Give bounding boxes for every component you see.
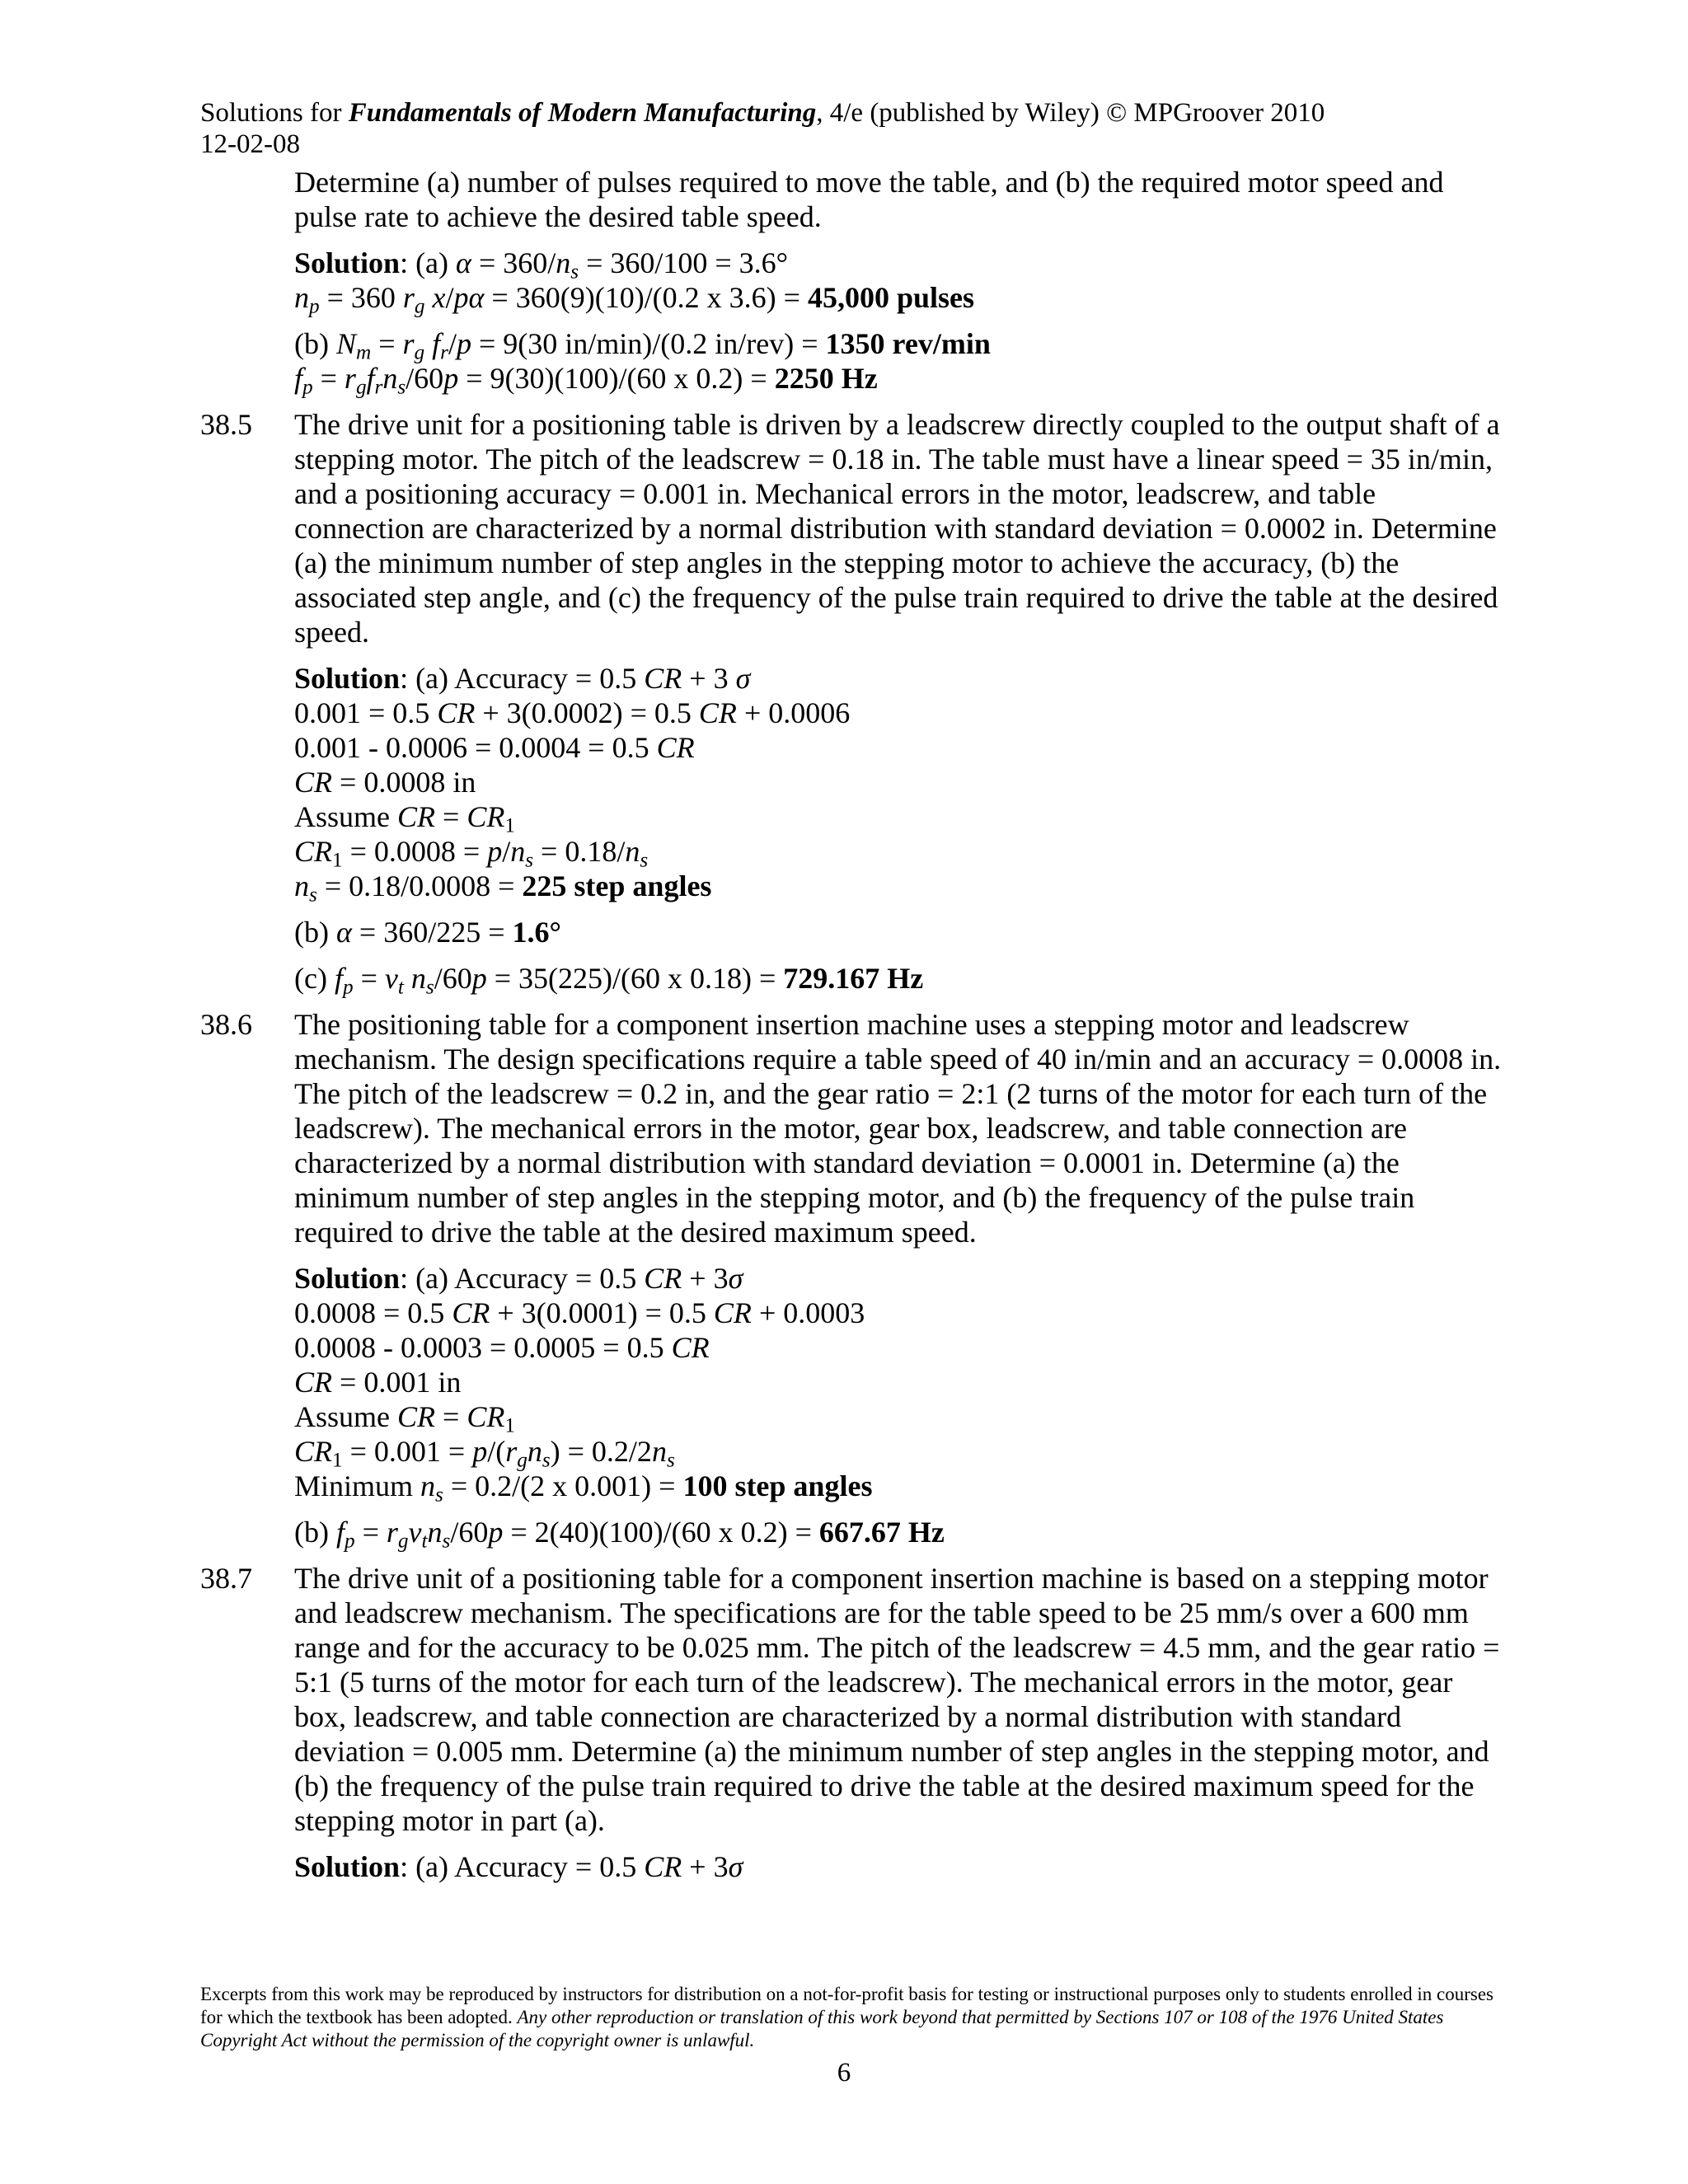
problem-38-6 bbox=[200, 1007, 1503, 1249]
solution-38-7: Solution: (a) Accuracy = 0.5 CR + 3σ bbox=[294, 1850, 743, 1883]
footer-text: Excerpts from this work may be reproduced by instructors for distribution on a not-for-profit basis for testing or instructional purposes only to students enrolled in courses for which the textbook has been adopted. bbox=[200, 1984, 1493, 2027]
problem-number: 38.5 bbox=[200, 408, 252, 441]
solution-38-6: Solution: (a) Accuracy = 0.5 CR + 3σ 0.0008 = 0.5 CR + 3(0.0001) = 0.5 CR + 0.0003 0.0008 - 0.0003 = 0.0005 = 0.5 CR CR = 0.001 in Assume CR = $CR_1$ $CR_1 = 0.001 = p/(r_gn_s) = 0.2/2n_s$ Minimum $n_s = 0.2/(2$ x 0.001) = 100 step angles (b) $f_p = r_gv_tn_s/60p = 2(40)(100)/(60$ x 0.2) = 667.67 Hz bbox=[294, 1262, 945, 1553]
answer-frequency: 667.67 Hz bbox=[818, 1516, 945, 1549]
header-date: 12-02-08 bbox=[200, 129, 300, 159]
answer-pulses: 45,000 pulses bbox=[807, 281, 975, 314]
problem-text: The drive unit of a positioning table for a component insertion machine is based on a stepping motor and leadscrew mechanism. The specifications are for the table speed to be 25 mm/s over a 600 mm range and for the accuracy to be 0.025 mm. The pitch of the leadscrew = 4.5 mm, and the gear ratio = 5:1 (5 turns of the motor for each turn of the leadscrew). The mechanical errors in the motor, gear box, leadscrew, and table connection are characterized by a normal distribution with standard deviation = 0.005 mm. Determine (a) the minimum number of step angles in the stepping motor, and (b) the frequency of the pulse train required to drive the table at the desired maximum speed for the stepping motor in part (a). bbox=[294, 1562, 1500, 1837]
intro-block bbox=[294, 165, 1503, 399]
problem-text: The positioning table for a component insertion machine uses a stepping motor and leadscrew mechanism. The design specifications require a table speed of 40 in/min and an accuracy = 0.0008 in. The pitch of the leadscrew = 0.2 in, and the gear ratio = 2:1 (2 turns of the motor for each turn of the leadscrew). The mechanical errors in the motor, gear box, leadscrew, and table connection are characterized by a normal distribution with standard deviation = 0.0001 in. Determine (a) the minimum number of step angles in the stepping motor, and (b) the frequency of the pulse train required to drive the table at the desired maximum speed. bbox=[294, 1008, 1502, 1249]
equation-pulse-rate: $f_p = r_gf_rn_s/60p = 9(30)(100)/(60$ x 0.2) = 2250 Hz bbox=[294, 362, 878, 399]
answer-step-angles: 100 step angles bbox=[682, 1469, 873, 1502]
answer-frequency: 729.167 Hz bbox=[783, 962, 924, 995]
intro-text: Determine (a) number of pulses required to move the table, and (b) the required motor speed and pulse rate to achieve the desired table speed. bbox=[294, 166, 1444, 233]
answer-step-angles: 225 step angles bbox=[522, 869, 712, 902]
page-number: 6 bbox=[837, 2058, 851, 2088]
book-title: Fundamentals of Modern Manufacturing bbox=[348, 98, 817, 128]
header-line: Solutions for Fundamentals of Modern Manufacturing, 4/e (published by Wiley) © MPGroover 2010 bbox=[200, 98, 1325, 128]
problem-38-7 bbox=[200, 1561, 1503, 1838]
copyright-footer bbox=[200, 1983, 1503, 2052]
problem-number: 38.6 bbox=[200, 1008, 252, 1041]
answer-step-angle: 1.6° bbox=[512, 916, 561, 949]
solution-38-5: Solution: (a) Accuracy = 0.5 CR + 3 σ 0.001 = 0.5 CR + 3(0.0002) = 0.5 CR + 0.0006 0.001 - 0.0006 = 0.0004 = 0.5 CR CR = 0.0008 in Assume CR = $CR_1$ $CR_1 = 0.0008 = p/n_s = 0.18/n_s$ $n_s = 0.18/0.0008 = 225$ step angles (b) α = 360/225 = 1.6° (c) $f_p = v_t$ $n_s/60p = 35(225)/(60$ x 0.18) = 729.167 Hz bbox=[294, 662, 924, 999]
equation-pulses: $n_p = 360$ $r_g$ x/pα = 360(9)(10)/(0.2 x 3.6) = 45,000 pulses bbox=[294, 281, 975, 318]
problem-text: The drive unit for a positioning table is driven by a leadscrew directly coupled to the output shaft of a stepping motor. The pitch of the leadscrew = 0.18 in. The table must have a linear speed = 35 in/min, and a positioning accuracy = 0.001 in. Mechanical errors in the motor, leadscrew, and table connection are characterized by a normal distribution with standard deviation = 0.0002 in. Determine (a) the minimum number of step angles in the stepping motor to achieve the accuracy, (b) the associated step angle, and (c) the frequency of the pulse train required to drive the table at the desired speed. bbox=[294, 408, 1500, 649]
page-header bbox=[200, 97, 1325, 160]
solution-384b: (b) $N_m = r_g$ $f_r/p = 9(30$ in/min)/(0.2 in/rev) = 1350 rev/min bbox=[294, 327, 991, 364]
footer-italic-text: Any other reproduction or translation of this work beyond that permitted by Sections 107 or 108 of the 1976 United States Copyright Act without the permission of the copyright owner is unlawful. bbox=[200, 2007, 1444, 2050]
problem-38-5 bbox=[200, 407, 1503, 649]
page-content bbox=[200, 165, 1503, 1884]
answer-motor-speed: 1350 rev/min bbox=[825, 327, 991, 360]
answer-pulse-rate: 2250 Hz bbox=[774, 362, 878, 395]
solution-384a: Solution: (a) $\alpha = 360/n_s = 360/100 = 3.6^\circ$ bbox=[294, 246, 789, 284]
problem-number: 38.7 bbox=[200, 1562, 252, 1595]
